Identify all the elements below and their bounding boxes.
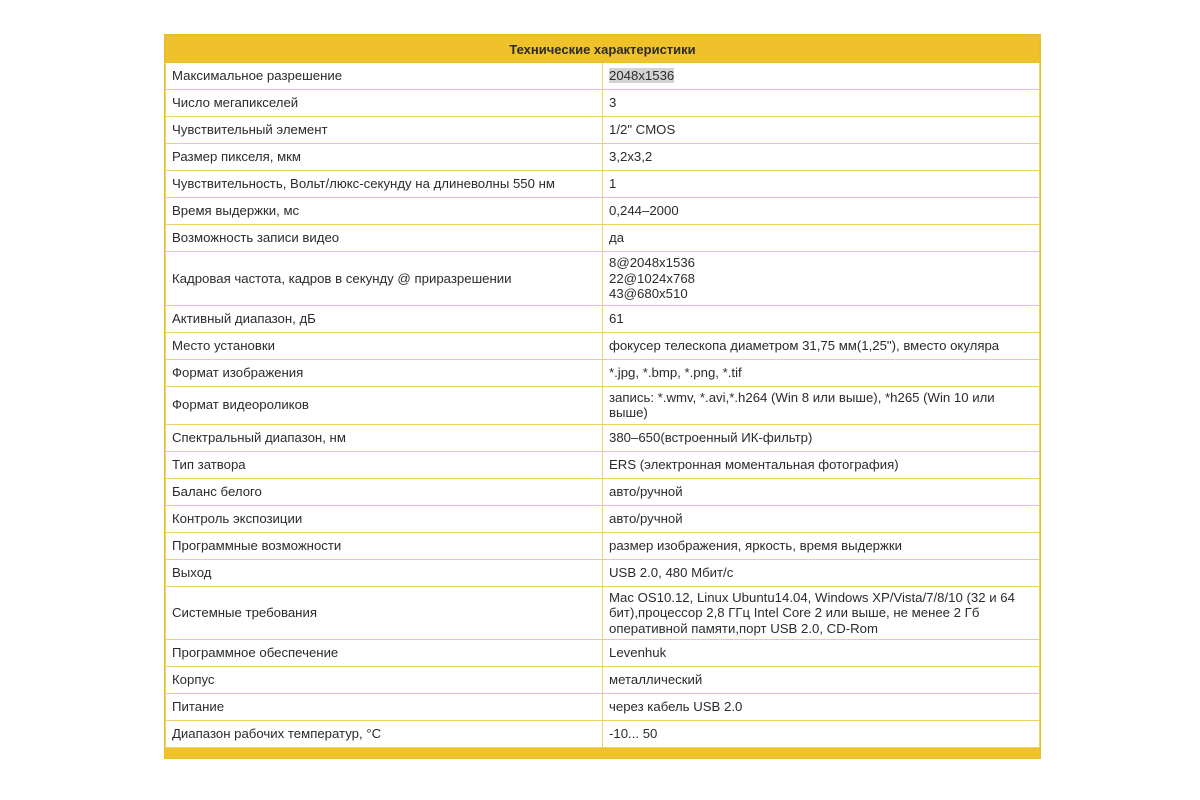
table-row [166, 252, 1040, 306]
spec-value: Mac OS10.12, Linux Ubuntu14.04, Windows XP/Vista/7/8/10 (32 и 64 бит),процессор 2,8 ГГц Intel Core 2 или выше, не менее 2 Гб оперативной памяти,порт USB 2.0, CD-Rom [603, 586, 1040, 640]
spec-label: Время выдержки, мс [166, 198, 603, 225]
spec-value-line: 43@680x510 [609, 286, 688, 301]
spec-label: Место установки [166, 332, 603, 359]
table-row [166, 90, 1040, 117]
spec-value-line: 22@1024x768 [609, 270, 695, 286]
table-row [166, 640, 1040, 667]
table-row [166, 532, 1040, 559]
spec-label: Чувствительность, Вольт/люкс-секунду на длиневолны 550 нм [166, 171, 603, 198]
table-row [166, 586, 1040, 640]
table-header-row [166, 36, 1040, 63]
spec-value: 1 [603, 171, 1040, 198]
table-row [166, 559, 1040, 586]
table-row [166, 171, 1040, 198]
table-footer-bar [165, 748, 1040, 758]
table-row [166, 694, 1040, 721]
spec-value: металлический [603, 667, 1040, 694]
spec-value: авто/ручной [603, 478, 1040, 505]
spec-label: Программное обеспечение [166, 640, 603, 667]
spec-value: через кабель USB 2.0 [603, 694, 1040, 721]
spec-label: Выход [166, 559, 603, 586]
spec-value: авто/ручной [603, 505, 1040, 532]
table-title: Технические характеристики [166, 36, 1040, 63]
spec-label: Максимальное разрешение [166, 63, 603, 90]
table-row [166, 63, 1040, 90]
table-row [166, 359, 1040, 386]
spec-value: размер изображения, яркость, время выдержки [603, 532, 1040, 559]
spec-label: Формат изображения [166, 359, 603, 386]
spec-value: 1/2" CMOS [603, 117, 1040, 144]
table-row [166, 198, 1040, 225]
spec-label: Размер пикселя, мкм [166, 144, 603, 171]
spec-label: Контроль экспозиции [166, 505, 603, 532]
spec-label: Питание [166, 694, 603, 721]
spec-value: да [603, 225, 1040, 252]
spec-label: Баланс белого [166, 478, 603, 505]
selected-text[interactable]: 2048x1536 [609, 68, 675, 84]
spec-value: 380–650(встроенный ИК-фильтр) [603, 424, 1040, 451]
spec-value: *.jpg, *.bmp, *.png, *.tif [603, 359, 1040, 386]
spec-value [603, 252, 1040, 306]
table-row [166, 424, 1040, 451]
spec-label: Тип затвора [166, 451, 603, 478]
spec-value: USB 2.0, 480 Мбит/с [603, 559, 1040, 586]
spec-label: Корпус [166, 667, 603, 694]
table-row [166, 721, 1040, 748]
spec-label: Возможность записи видео [166, 225, 603, 252]
table-row [166, 332, 1040, 359]
spec-value: Levenhuk [603, 640, 1040, 667]
table-row [166, 667, 1040, 694]
spec-label: Спектральный диапазон, нм [166, 424, 603, 451]
spec-label: Программные возможности [166, 532, 603, 559]
spec-label: Диапазон рабочих температур, °С [166, 721, 603, 748]
spec-label: Активный диапазон, дБ [166, 305, 603, 332]
spec-value [603, 63, 1040, 90]
spec-label: Системные требования [166, 586, 603, 640]
table-row [166, 144, 1040, 171]
table-row [166, 451, 1040, 478]
spec-value: 3 [603, 90, 1040, 117]
spec-value-line: 8@2048x1536 [609, 255, 695, 270]
spec-value: -10... 50 [603, 721, 1040, 748]
spec-value: ERS (электронная моментальная фотография) [603, 451, 1040, 478]
spec-value: 3,2x3,2 [603, 144, 1040, 171]
table-row [166, 117, 1040, 144]
spec-label: Чувствительный элемент [166, 117, 603, 144]
spec-table-container [164, 34, 1041, 759]
spec-value: фокусер телескопа диаметром 31,75 мм(1,25"), вместо окуляра [603, 332, 1040, 359]
spec-value: 61 [603, 305, 1040, 332]
spec-value: 0,244–2000 [603, 198, 1040, 225]
table-row [166, 225, 1040, 252]
table-row [166, 478, 1040, 505]
spec-value: запись: *.wmv, *.avi,*.h264 (Win 8 или выше), *h265 (Win 10 или выше) [603, 386, 1040, 424]
spec-label: Число мегапикселей [166, 90, 603, 117]
table-body [166, 63, 1040, 748]
spec-label: Кадровая частота, кадров в секунду @ приразрешении [166, 252, 603, 306]
table-row [166, 386, 1040, 424]
table-row [166, 305, 1040, 332]
table-row [166, 505, 1040, 532]
spec-label: Формат видеороликов [166, 386, 603, 424]
spec-table [165, 35, 1040, 748]
